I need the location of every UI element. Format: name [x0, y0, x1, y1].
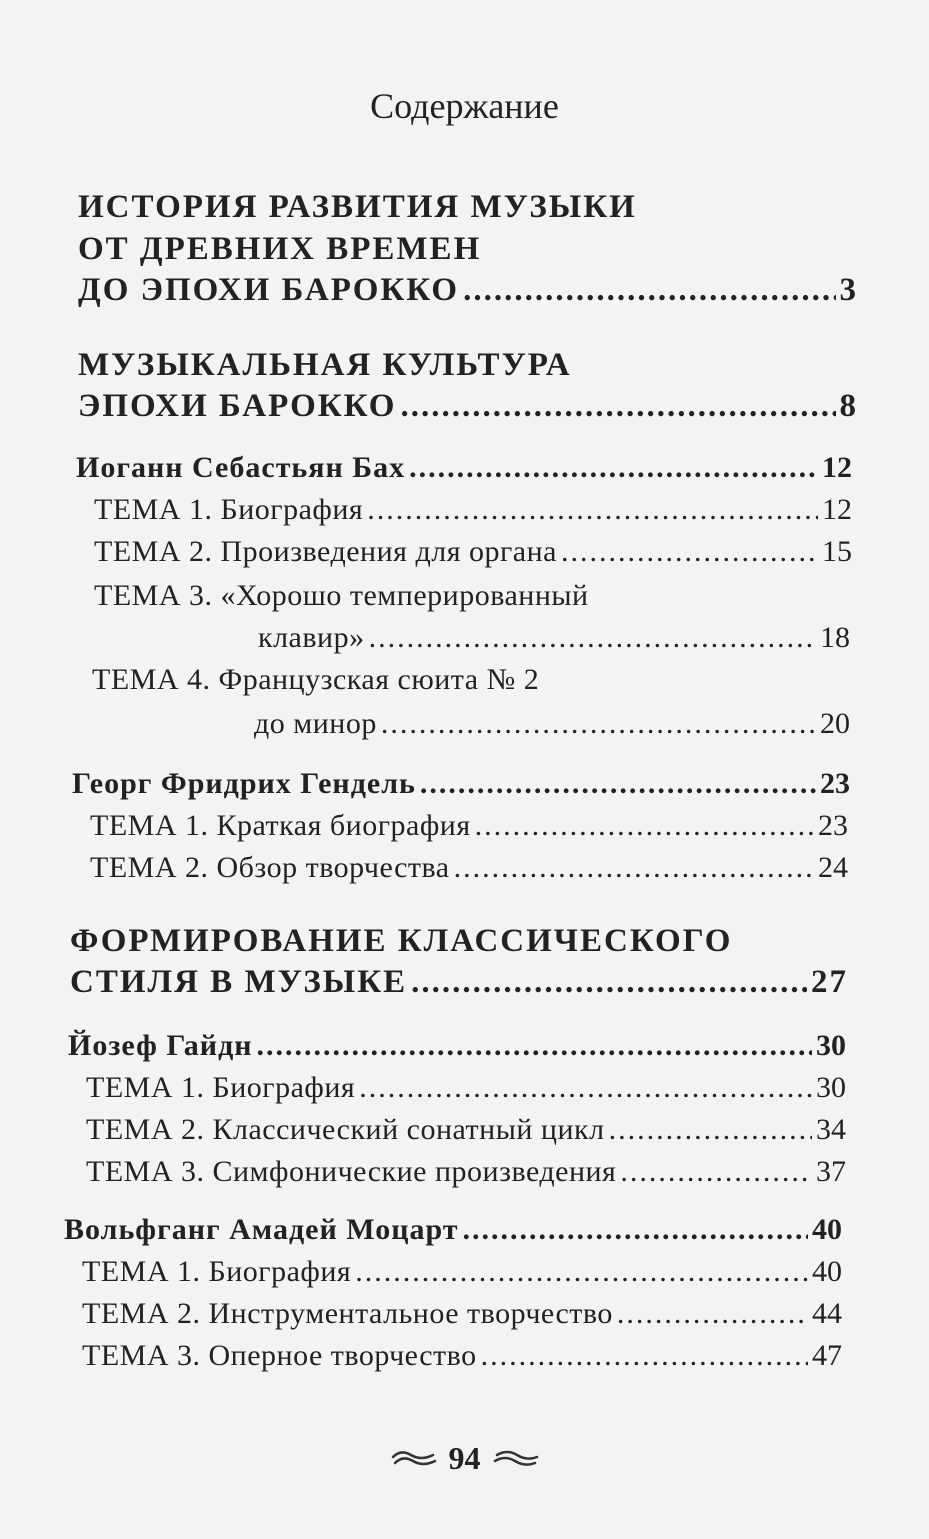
section-title-line: ОТ ДРЕВНИХ ВРЕМЕН — [78, 231, 482, 267]
dot-leader — [463, 270, 835, 310]
toc-entry-label: ЭПОХИ БАРОККО — [78, 388, 397, 424]
toc-entry-label: ТЕМА 2. Классический сонатный цикл — [86, 1113, 605, 1146]
toc-entry-topic[interactable] — [82, 1336, 842, 1376]
toc-entry-label: ТЕМА 3. Симфонические произведения — [86, 1155, 617, 1188]
toc-entry-topic[interactable] — [94, 532, 852, 572]
section-title-line: ИСТОРИЯ РАЗВИТИЯ МУЗЫКИ — [78, 189, 637, 225]
toc-page-number: 44 — [812, 1297, 842, 1330]
toc-entry-topic[interactable] — [94, 490, 852, 530]
dot-leader — [400, 386, 835, 426]
toc-entry-label: до минор — [254, 707, 377, 740]
toc-entry-label: Вольфганг Амадей Моцарт — [64, 1213, 459, 1246]
toc-entry-section[interactable] — [70, 962, 848, 1002]
page-number: 94 — [448, 1440, 481, 1476]
toc-entry-section[interactable] — [78, 270, 858, 310]
toc-entry-label: ТЕМА 1. Биография — [94, 493, 364, 526]
toc-page-number: 23 — [820, 767, 850, 800]
dot-leader — [481, 1336, 808, 1376]
toc-entry-topic[interactable] — [82, 1294, 842, 1334]
page-footer — [0, 1440, 929, 1477]
dot-leader — [463, 1210, 809, 1250]
toc-entry-label: ТЕМА 3. «Хорошо темперированный — [94, 579, 589, 612]
toc-entry-topic[interactable] — [254, 704, 850, 744]
toc-page-number: 23 — [818, 809, 848, 842]
toc-page-number: 30 — [816, 1071, 846, 1104]
toc-entry-label: ТЕМА 2. Инструментальное творчество — [82, 1297, 613, 1330]
toc-entry-label: Иоганн Себастьян Бах — [76, 451, 406, 484]
dot-leader — [355, 1252, 808, 1292]
toc-entry-label: ТЕМА 1. Краткая биография — [90, 809, 471, 842]
toc-page-number: 8 — [839, 388, 858, 424]
dot-leader — [409, 448, 818, 488]
toc-entry-label: клавир» — [258, 621, 365, 654]
toc-entry-composer[interactable] — [64, 1210, 842, 1250]
toc-entry-label: ТЕМА 2. Обзор творчества — [90, 851, 450, 884]
toc-page-number: 34 — [816, 1113, 846, 1146]
toc-page-number: 40 — [812, 1213, 842, 1246]
right-ornament-icon — [491, 1447, 541, 1471]
toc-entry-topic[interactable] — [86, 1068, 846, 1108]
toc-entry-composer[interactable] — [76, 448, 852, 488]
toc-entry-topic[interactable] — [86, 1152, 846, 1192]
dot-leader — [454, 848, 814, 888]
dot-leader — [369, 618, 816, 658]
toc-entry-topic[interactable] — [258, 618, 850, 658]
dot-leader — [257, 1026, 812, 1066]
toc-entry-composer[interactable] — [72, 764, 850, 804]
toc-entry-label: ТЕМА 1. Биография — [86, 1071, 356, 1104]
toc-page-number: 27 — [811, 964, 848, 1000]
toc-entry-label: ТЕМА 2. Произведения для органа — [94, 535, 557, 568]
toc-entry-label: ТЕМА 1. Биография — [82, 1255, 352, 1288]
toc-page-number: 30 — [816, 1029, 846, 1062]
toc-page-number: 40 — [812, 1255, 842, 1288]
dot-leader — [475, 806, 814, 846]
toc-page-number: 15 — [822, 535, 852, 568]
toc-entry-topic[interactable] — [82, 1252, 842, 1292]
toc-page-number: 37 — [816, 1155, 846, 1188]
toc-page-number: 24 — [818, 851, 848, 884]
toc-entry-label: СТИЛЯ В МУЗЫКЕ — [70, 964, 408, 1000]
toc-page-number: 47 — [812, 1339, 842, 1372]
left-ornament-icon — [389, 1447, 439, 1471]
toc-entry-topic[interactable] — [86, 1110, 846, 1150]
toc-entry-topic[interactable] — [90, 848, 848, 888]
toc-page-number: 20 — [820, 707, 850, 740]
page-title: Содержание — [370, 86, 559, 126]
toc-entry-label: ТЕМА 3. Оперное творчество — [82, 1339, 477, 1372]
section-title-line: ФОРМИРОВАНИЕ КЛАССИЧЕСКОГО — [70, 923, 733, 959]
dot-leader — [359, 1068, 812, 1108]
dot-leader — [367, 490, 818, 530]
toc-entry-topic[interactable] — [90, 806, 848, 846]
toc-entry-label: Георг Фридрих Гендель — [72, 767, 416, 800]
toc-entry-section[interactable] — [78, 386, 858, 426]
toc-page-number: 18 — [820, 621, 850, 654]
dot-leader — [411, 962, 807, 1002]
toc-entry-label: Йозеф Гайдн — [68, 1029, 253, 1062]
toc-entry-label: ТЕМА 4. Французская сюита № 2 — [92, 663, 540, 696]
toc-entry-composer[interactable] — [68, 1026, 846, 1066]
toc-entry-label: ДО ЭПОХИ БАРОККО — [78, 272, 460, 308]
toc-page-number: 12 — [822, 451, 852, 484]
dot-leader — [561, 532, 818, 572]
section-title-line: МУЗЫКАЛЬНАЯ КУЛЬТУРА — [78, 347, 572, 383]
dot-leader — [381, 704, 816, 744]
dot-leader — [617, 1294, 808, 1334]
toc-page-number: 3 — [839, 272, 858, 308]
dot-leader — [609, 1110, 812, 1150]
dot-leader — [620, 1152, 812, 1192]
toc-page-number: 12 — [822, 493, 852, 526]
dot-leader — [420, 764, 816, 804]
